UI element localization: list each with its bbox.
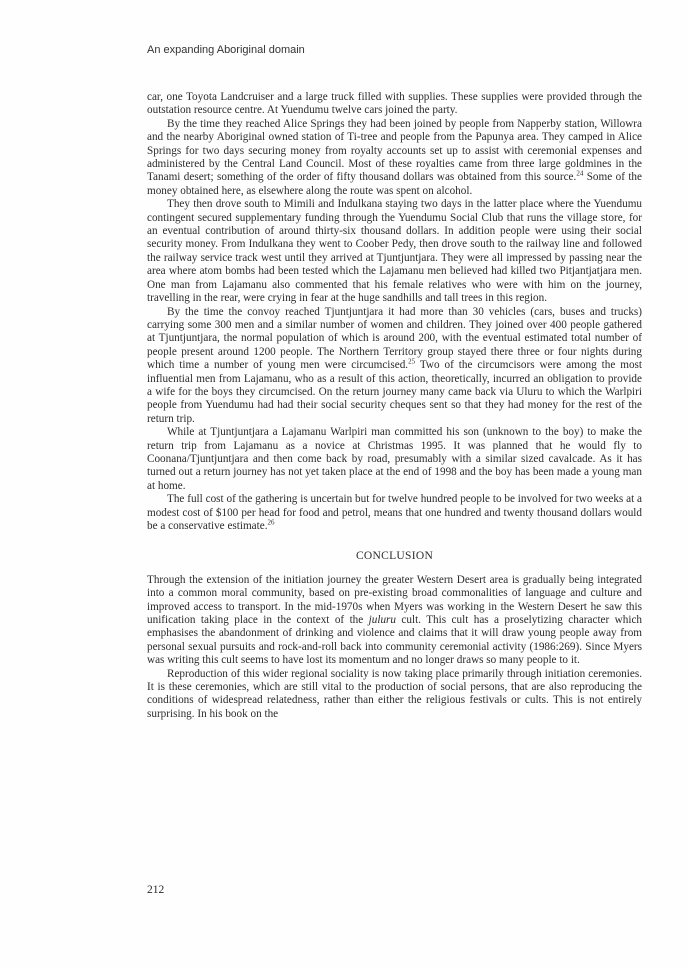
paragraph-text: They then drove south to Mimili and Indulkana staying two days in the latter place where the Yuendumu contingent secured supplementary funding through the Yuendumu Social Club that runs the village store, for an eventual contribution of around thirty-six thousand dollars. In addition people were using their social security money. From Indulkana they went to Coober Pedy, then drove south to the railway line and followed the railway service track west until they arrived at Tjuntjuntjara. They were all impressed by passing near the area where atom bombs had been tested which the Lajamanu men believed had killed two Pitjantjatjara men. One man from Lajamanu also commented that his female relatives who were with him on the journey, travelling in the rear, were crying in fear at the huge sandhills and tall trees in this region. bbox=[147, 198, 642, 305]
paragraph-5 bbox=[147, 426, 642, 493]
paragraph-text: Through the extension of the initiation journey the greater Western Desert area is gradually being integrated into a common moral community, based on pre-existing broad commonalities of language and culture and improved access to transport. In the mid-1970s when Myers was working in the Western Desert he saw this unification taking place in the context of the bbox=[147, 573, 642, 627]
paragraph-text: car, one Toyota Landcruiser and a large truck filled with supplies. These supplies were provided through the outstation resource centre. At Yuendumu twelve cars joined the party. bbox=[147, 91, 642, 117]
paragraph-text: By the time the convoy reached Tjuntjuntjara it had more than 30 vehicles (cars, buses and trucks) carrying some 300 men and a similar number of women and children. They joined over 400 people gathered at Tjuntjuntjara, the normal population of which is around 200, with the eventual estimated total number of people present around 1200 people. The Northern Territory group stayed there three or four nights during which time a number of young men were circumcised. bbox=[147, 305, 642, 372]
paragraph-text-continued: cult. This cult has a proselytizing character which emphasises the abandonment of drinking and violence and claims that it will draw young people away from personal sexual pursuits and rock-and-roll back into community ceremonial activity (1986:269). Since Myers was writing this cult seems to have lost its momentum and no longer draws so many people to it. bbox=[147, 614, 642, 667]
paragraph-text: By the time they reached Alice Springs they had been joined by people from Napperby station, Willowra and the nearby Aboriginal owned station of Ti-tree and people from the Papunya area. They camped in Alice Springs for two days securing money from royalty accounts set up to assist with ceremonial expenses and administered by the Central Land Council. Most of these royalties came from three large goldmines in the Tanami desert; something of the order of fifty thousand dollars was obtained from this source. bbox=[147, 117, 642, 184]
paragraph-text: Reproduction of this wider regional sociality is now taking place primarily through initiation ceremonies. It is these ceremonies, which are still vital to the production of social persons, that are also reproducing the conditions of widespread relatedness, rather than either the religious festivals or cults. This is not entirely surprising. In his book on the bbox=[147, 667, 642, 720]
italic-term: juluru bbox=[368, 614, 397, 627]
conclusion-paragraph-1 bbox=[147, 574, 642, 668]
conclusion-paragraph-2 bbox=[147, 668, 642, 722]
paragraph-text-continued: Two of the circumcisors were among the most influential men from Lajamanu, who as a result of this action, theoretically, incurred an obligation to provide a wife for the boys they circumcised. On the return journey many came back via Uluru to which the Warlpiri people from Yuendumu had had their social security cheques sent so that they had money for the rest of the return trip. bbox=[147, 359, 642, 425]
body-text bbox=[147, 91, 642, 721]
paragraph-2 bbox=[147, 118, 642, 198]
footnote-ref[interactable]: 25 bbox=[408, 357, 416, 366]
paragraph-text-continued: Some of the money obtained here, as elsewhere along the route was spent on alcohol. bbox=[147, 171, 642, 197]
page-number: 212 bbox=[147, 884, 165, 896]
running-head: An expanding Aboriginal domain bbox=[147, 44, 305, 56]
section-heading: CONCLUSION bbox=[355, 550, 434, 563]
paragraph-4 bbox=[147, 306, 642, 427]
paragraph-text: The full cost of the gathering is uncertain but for twelve hundred people to be involved for two weeks at a modest cost of $100 per head for food and petrol, means that one hundred and twenty thousand dollars would be a conservative estimate. bbox=[147, 493, 642, 532]
footnote-ref[interactable]: 24 bbox=[576, 169, 584, 178]
paragraph-text: While at Tjuntjuntjara a Lajamanu Warlpiri man committed his son (unknown to the boy) to make the return trip from Lajamanu as a novice at Christmas 1995. It was planned that he would fly to Coonana/Tjuntjuntjara and then come back by road, presumably with a similar sized cavalcade. As it has turned out a return journey has not yet taken place at the end of 1998 and the boy has been made a young man at home. bbox=[147, 426, 642, 492]
paragraph-1 bbox=[147, 91, 642, 118]
paragraph-6 bbox=[147, 493, 642, 533]
paragraph-3 bbox=[147, 198, 642, 305]
footnote-ref[interactable]: 26 bbox=[267, 518, 275, 527]
